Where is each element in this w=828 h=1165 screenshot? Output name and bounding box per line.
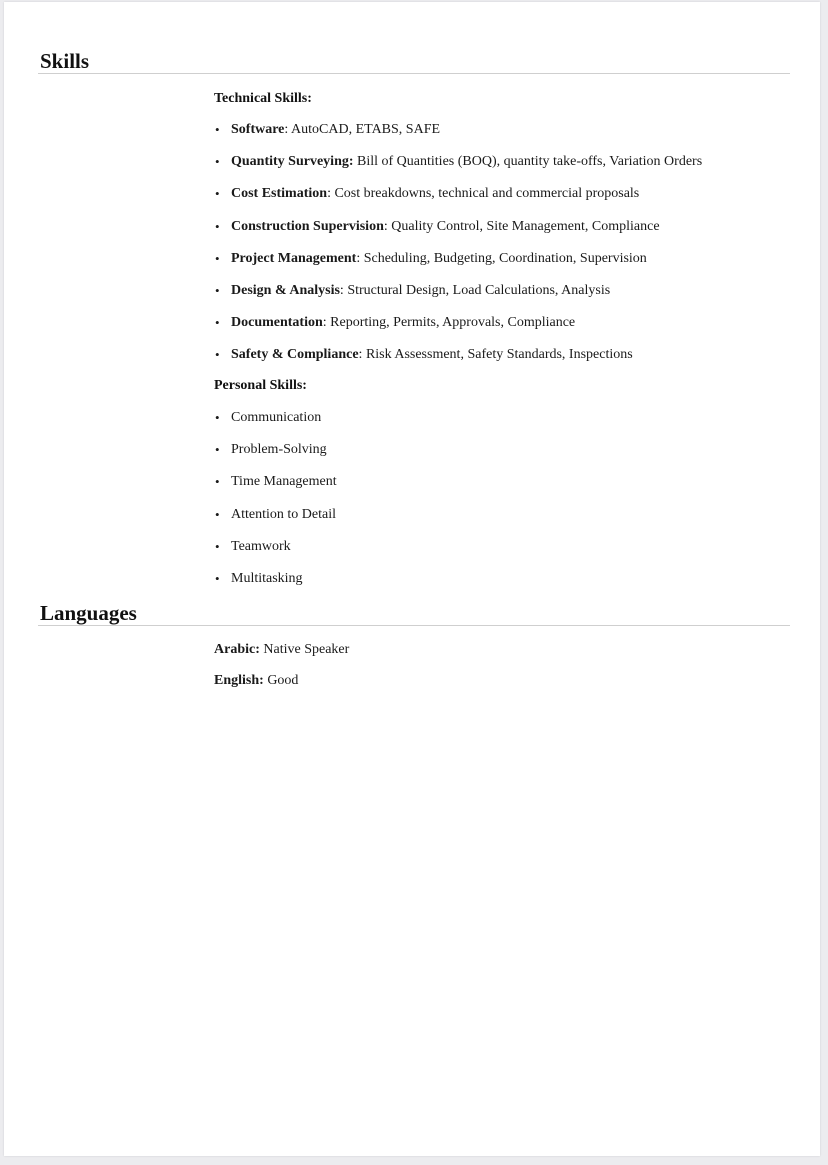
list-item: • Quantity Surveying: Bill of Quantities (BOQ), quantity take-offs, Variation Orders <box>215 154 703 170</box>
list-item: • Teamwork <box>215 538 291 554</box>
personal-skills-list <box>214 409 337 602</box>
bullet-icon: • <box>215 218 220 234</box>
list-item: • Project Management: Scheduling, Budgeting, Coordination, Supervision <box>215 250 647 266</box>
bullet-icon: • <box>215 282 220 298</box>
list-item: • Design & Analysis: Structural Design, Load Calculations, Analysis <box>215 282 611 298</box>
bullet-icon: • <box>215 410 220 425</box>
list-item: • Software: AutoCAD, ETABS, SAFE <box>215 122 441 137</box>
list-item: • Multitasking <box>215 570 303 586</box>
language-item-english: English: Good <box>214 673 299 688</box>
bullet-icon: • <box>215 250 220 266</box>
list-item: • Time Management <box>215 474 337 490</box>
bullet-icon: • <box>215 347 220 363</box>
bullet-icon: • <box>215 442 220 458</box>
languages-divider <box>38 625 790 626</box>
skills-divider <box>38 73 790 74</box>
bullet-icon: • <box>215 154 220 170</box>
list-item: • Communication <box>215 410 322 425</box>
bullet-icon: • <box>215 315 220 331</box>
list-item: • Problem-Solving <box>215 442 327 458</box>
bullet-icon: • <box>215 474 220 490</box>
bullet-icon: • <box>215 186 220 202</box>
list-item: • Documentation: Reporting, Permits, Approvals, Compliance <box>215 315 576 331</box>
personal-skills-heading: Personal Skills: <box>214 378 307 393</box>
document-page <box>4 2 820 1156</box>
language-item-arabic: Arabic: Native Speaker <box>214 642 350 657</box>
list-item: • Attention to Detail <box>215 506 336 522</box>
bullet-icon: • <box>215 570 220 586</box>
list-item: • Construction Supervision: Quality Control, Site Management, Compliance <box>215 218 660 234</box>
bullet-icon: • <box>215 538 220 554</box>
technical-skills-list <box>214 121 702 379</box>
technical-skills-heading: Technical Skills: <box>214 91 312 106</box>
list-item: • Cost Estimation: Cost breakdowns, technical and commercial proposals <box>215 186 640 202</box>
bullet-icon: • <box>215 122 220 137</box>
languages-section-title: Languages <box>40 601 137 625</box>
skills-section-title: Skills <box>40 49 90 73</box>
bullet-icon: • <box>215 506 220 522</box>
list-item: • Safety & Compliance: Risk Assessment, Safety Standards, Inspections <box>215 347 633 363</box>
